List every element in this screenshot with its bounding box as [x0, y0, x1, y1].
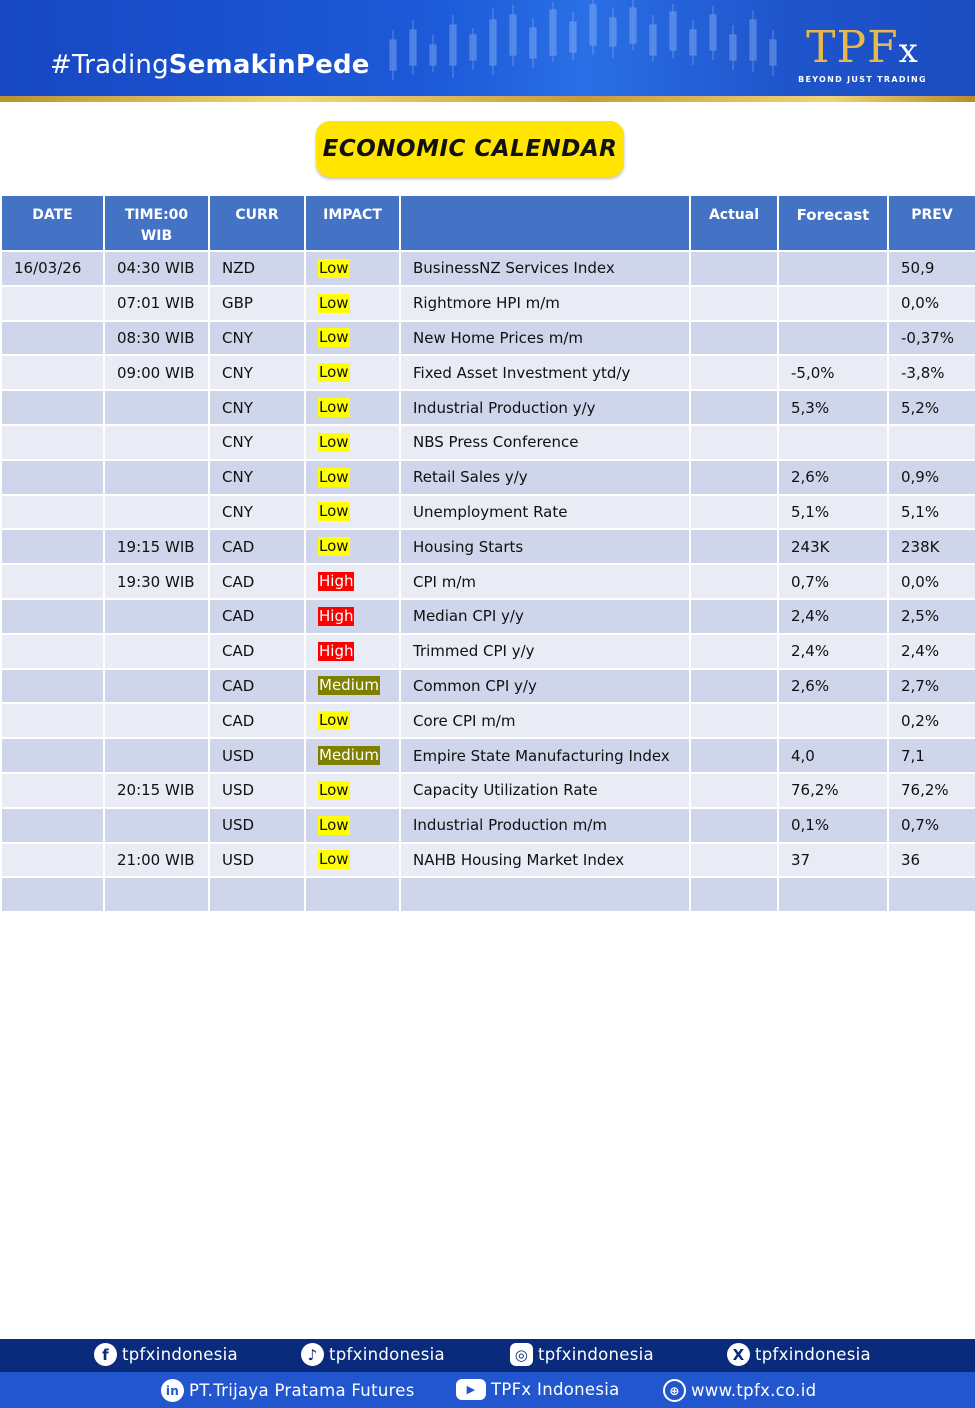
youtube-text: TPFx Indonesia [491, 1380, 620, 1399]
linkedin-icon: in [161, 1379, 184, 1402]
table-row [1, 738, 975, 773]
cell-forecast: 37 [778, 843, 888, 878]
cell-time: 20:15 WIB [104, 773, 209, 808]
cell-time [104, 599, 209, 634]
table-row [1, 251, 975, 286]
cell-curr: CAD [209, 599, 305, 634]
cell-curr: CNY [209, 495, 305, 530]
cell-actual [690, 599, 778, 634]
cell-actual [690, 355, 778, 390]
cell-curr: CAD [209, 529, 305, 564]
cell-date [1, 564, 104, 599]
header-time [104, 195, 209, 251]
cell-actual [690, 843, 778, 878]
cell-impact [305, 355, 400, 390]
footer-links-bar [0, 1372, 975, 1408]
hashtag-slogan [50, 50, 370, 80]
cell-time [104, 460, 209, 495]
linkedin-text: PT.Trijaya Pratama Futures [189, 1381, 415, 1400]
cell-time [104, 425, 209, 460]
impact-badge: Low [319, 293, 349, 312]
table-row [1, 390, 975, 425]
footer-link-youtube[interactable] [456, 1379, 620, 1400]
cell-impact [305, 738, 400, 773]
cell-date [1, 773, 104, 808]
cell-forecast: 0,1% [778, 808, 888, 843]
facebook-handle: tpfxindonesia [122, 1345, 238, 1364]
cell-time [104, 634, 209, 669]
cell-prev: 2,5% [888, 599, 975, 634]
table-row [1, 703, 975, 738]
cell-forecast: 2,4% [778, 634, 888, 669]
cell-date [1, 286, 104, 321]
cell-event: Capacity Utilization Rate [400, 773, 690, 808]
cell-impact [305, 460, 400, 495]
cell-impact [305, 773, 400, 808]
cell-event: NBS Press Conference [400, 425, 690, 460]
cell-actual [690, 460, 778, 495]
table-row [1, 321, 975, 356]
cell-curr: CNY [209, 460, 305, 495]
instagram-icon: ◎ [510, 1343, 533, 1366]
cell-forecast [778, 703, 888, 738]
cell-event: Retail Sales y/y [400, 460, 690, 495]
cell-event: Median CPI y/y [400, 599, 690, 634]
logo-tagline: BEYOND JUST TRADING [798, 75, 927, 84]
x-icon: X [727, 1343, 750, 1366]
cell-curr: CAD [209, 564, 305, 599]
cell-curr: CAD [209, 669, 305, 704]
cell-time: 04:30 WIB [104, 251, 209, 286]
logo-wordmark [790, 22, 935, 73]
table-row [1, 460, 975, 495]
cell-forecast [778, 321, 888, 356]
header-time-line2: WIB [140, 228, 173, 244]
cell-time: 21:00 WIB [104, 843, 209, 878]
page-title: ECONOMIC CALENDAR [322, 136, 618, 162]
cell-forecast [778, 286, 888, 321]
logo-main: TPF [806, 22, 899, 73]
cell-impact [305, 529, 400, 564]
cell-curr: USD [209, 773, 305, 808]
cell-prev: 36 [888, 843, 975, 878]
footer-social-bar [0, 1339, 975, 1372]
facebook-icon: f [94, 1343, 117, 1366]
cell-curr: CNY [209, 355, 305, 390]
header-prev: PREV [888, 195, 975, 251]
table-body [1, 251, 975, 912]
cell-time: 19:15 WIB [104, 529, 209, 564]
cell-forecast: 76,2% [778, 773, 888, 808]
economic-calendar-table [0, 194, 975, 913]
cell-prev: 2,7% [888, 669, 975, 704]
cell-impact [305, 390, 400, 425]
cell-impact [305, 808, 400, 843]
footer-social-instagram[interactable] [510, 1343, 654, 1366]
tiktok-icon: ♪ [301, 1343, 324, 1366]
cell-date [1, 321, 104, 356]
cell-event: Housing Starts [400, 529, 690, 564]
globe-icon: ⊕ [663, 1379, 686, 1402]
impact-badge: Medium [319, 746, 379, 765]
cell-forecast: 2,6% [778, 460, 888, 495]
cell-prev: 50,9 [888, 251, 975, 286]
cell-event: Industrial Production y/y [400, 390, 690, 425]
cell-prev [888, 877, 975, 912]
footer-social-tiktok[interactable] [301, 1343, 445, 1366]
impact-badge: Low [319, 780, 349, 799]
cell-forecast: 2,4% [778, 599, 888, 634]
impact-badge: Low [319, 363, 349, 382]
cell-date [1, 877, 104, 912]
impact-badge: High [319, 572, 354, 591]
cell-impact [305, 877, 400, 912]
header-event [400, 195, 690, 251]
cell-time: 09:00 WIB [104, 355, 209, 390]
cell-impact [305, 703, 400, 738]
impact-badge: Medium [319, 676, 379, 695]
youtube-icon: ▶ [456, 1379, 486, 1400]
cell-prev: 0,0% [888, 564, 975, 599]
cell-date [1, 634, 104, 669]
cell-prev: 76,2% [888, 773, 975, 808]
cell-time: 07:01 WIB [104, 286, 209, 321]
impact-badge: Low [319, 711, 349, 730]
cell-forecast: 5,3% [778, 390, 888, 425]
cell-event: Industrial Production m/m [400, 808, 690, 843]
cell-forecast: 5,1% [778, 495, 888, 530]
table-row [1, 564, 975, 599]
cell-event [400, 877, 690, 912]
tpfx-logo [790, 22, 935, 86]
impact-badge: High [319, 606, 354, 625]
cell-curr: CAD [209, 634, 305, 669]
cell-prev: 7,1 [888, 738, 975, 773]
cell-event: Empire State Manufacturing Index [400, 738, 690, 773]
header-curr: CURR [209, 195, 305, 251]
cell-forecast: 0,7% [778, 564, 888, 599]
cell-impact [305, 634, 400, 669]
header-impact: IMPACT [305, 195, 400, 251]
header-date: DATE [1, 195, 104, 251]
x-handle: tpfxindonesia [755, 1345, 871, 1364]
cell-prev: -3,8% [888, 355, 975, 390]
cell-time [104, 495, 209, 530]
cell-impact [305, 495, 400, 530]
cell-curr: CAD [209, 703, 305, 738]
cell-event: NAHB Housing Market Index [400, 843, 690, 878]
cell-time [104, 808, 209, 843]
cell-curr: NZD [209, 251, 305, 286]
cell-forecast: -5,0% [778, 355, 888, 390]
cell-actual [690, 425, 778, 460]
table-row [1, 877, 975, 912]
impact-badge: Low [319, 850, 349, 869]
cell-event: Unemployment Rate [400, 495, 690, 530]
impact-badge: Low [319, 815, 349, 834]
cell-impact [305, 286, 400, 321]
cell-prev: 0,9% [888, 460, 975, 495]
cell-date [1, 738, 104, 773]
cell-time [104, 669, 209, 704]
cell-actual [690, 669, 778, 704]
table-row [1, 286, 975, 321]
cell-time [104, 877, 209, 912]
cell-impact [305, 669, 400, 704]
cell-forecast: 2,6% [778, 669, 888, 704]
candlestick-background-graphic [380, 0, 800, 98]
cell-event: Fixed Asset Investment ytd/y [400, 355, 690, 390]
cell-actual [690, 877, 778, 912]
table-row [1, 634, 975, 669]
cell-actual [690, 564, 778, 599]
cell-date [1, 703, 104, 738]
cell-impact [305, 564, 400, 599]
header-actual: Actual [690, 195, 778, 251]
table-row [1, 425, 975, 460]
cell-time [104, 390, 209, 425]
cell-actual [690, 529, 778, 564]
cell-date [1, 390, 104, 425]
cell-date [1, 355, 104, 390]
cell-curr: CNY [209, 390, 305, 425]
cell-forecast [778, 877, 888, 912]
table-row [1, 843, 975, 878]
cell-prev: 5,1% [888, 495, 975, 530]
website-text: www.tpfx.co.id [691, 1381, 817, 1400]
logo-x: x [898, 31, 919, 71]
cell-curr: USD [209, 808, 305, 843]
cell-curr: CNY [209, 321, 305, 356]
cell-event: CPI m/m [400, 564, 690, 599]
cell-forecast: 243K [778, 529, 888, 564]
cell-time: 19:30 WIB [104, 564, 209, 599]
cell-date [1, 599, 104, 634]
cell-impact [305, 599, 400, 634]
cell-date: 16/03/26 [1, 251, 104, 286]
cell-curr: GBP [209, 286, 305, 321]
cell-actual [690, 634, 778, 669]
table-row [1, 808, 975, 843]
cell-curr: USD [209, 738, 305, 773]
table-row [1, 495, 975, 530]
header-forecast: Forecast [778, 195, 888, 251]
cell-prev: 238K [888, 529, 975, 564]
cell-actual [690, 251, 778, 286]
impact-badge: Low [319, 467, 349, 486]
impact-badge: Low [319, 398, 349, 417]
hashtag-prefix: #Trading [50, 50, 169, 80]
table-row [1, 599, 975, 634]
impact-badge: Low [319, 328, 349, 347]
cell-date [1, 808, 104, 843]
cell-event: New Home Prices m/m [400, 321, 690, 356]
cell-time: 08:30 WIB [104, 321, 209, 356]
impact-badge: Low [319, 258, 349, 277]
header-time-line1: TIME:00 [124, 207, 189, 223]
cell-event: Core CPI m/m [400, 703, 690, 738]
cell-date [1, 843, 104, 878]
footer-social-facebook[interactable] [94, 1343, 238, 1366]
cell-forecast [778, 425, 888, 460]
cell-impact [305, 321, 400, 356]
table-row [1, 355, 975, 390]
footer-link-linkedin[interactable] [161, 1379, 415, 1402]
cell-date [1, 669, 104, 704]
cell-forecast: 4,0 [778, 738, 888, 773]
cell-prev: 2,4% [888, 634, 975, 669]
table-row [1, 529, 975, 564]
impact-badge: Low [319, 502, 349, 521]
cell-impact [305, 425, 400, 460]
table-row [1, 773, 975, 808]
cell-prev: 0,7% [888, 808, 975, 843]
cell-prev [888, 425, 975, 460]
instagram-handle: tpfxindonesia [538, 1345, 654, 1364]
cell-actual [690, 773, 778, 808]
footer-social-x[interactable] [727, 1343, 871, 1366]
cell-event: Trimmed CPI y/y [400, 634, 690, 669]
cell-actual [690, 738, 778, 773]
cell-prev: 5,2% [888, 390, 975, 425]
table-row [1, 669, 975, 704]
cell-actual [690, 390, 778, 425]
cell-actual [690, 703, 778, 738]
cell-event: Rightmore HPI m/m [400, 286, 690, 321]
cell-prev: 0,2% [888, 703, 975, 738]
footer-link-website[interactable] [663, 1379, 816, 1402]
cell-curr: USD [209, 843, 305, 878]
cell-date [1, 460, 104, 495]
cell-actual [690, 321, 778, 356]
cell-prev: -0,37% [888, 321, 975, 356]
cell-actual [690, 808, 778, 843]
tiktok-handle: tpfxindonesia [329, 1345, 445, 1364]
cell-event: Common CPI y/y [400, 669, 690, 704]
cell-time [104, 703, 209, 738]
cell-date [1, 425, 104, 460]
cell-date [1, 495, 104, 530]
cell-forecast [778, 251, 888, 286]
cell-time [104, 738, 209, 773]
cell-impact [305, 843, 400, 878]
gold-divider [0, 96, 975, 102]
hashtag-bold: SemakinPede [168, 50, 370, 80]
cell-impact [305, 251, 400, 286]
table-header-row [1, 195, 975, 251]
cell-event: BusinessNZ Services Index [400, 251, 690, 286]
cell-prev: 0,0% [888, 286, 975, 321]
impact-badge: High [319, 641, 354, 660]
impact-badge: Low [319, 432, 349, 451]
title-badge [316, 121, 624, 177]
cell-curr: CNY [209, 425, 305, 460]
header-banner [0, 0, 975, 98]
cell-actual [690, 286, 778, 321]
cell-actual [690, 495, 778, 530]
cell-date [1, 529, 104, 564]
cell-curr [209, 877, 305, 912]
impact-badge: Low [319, 537, 349, 556]
